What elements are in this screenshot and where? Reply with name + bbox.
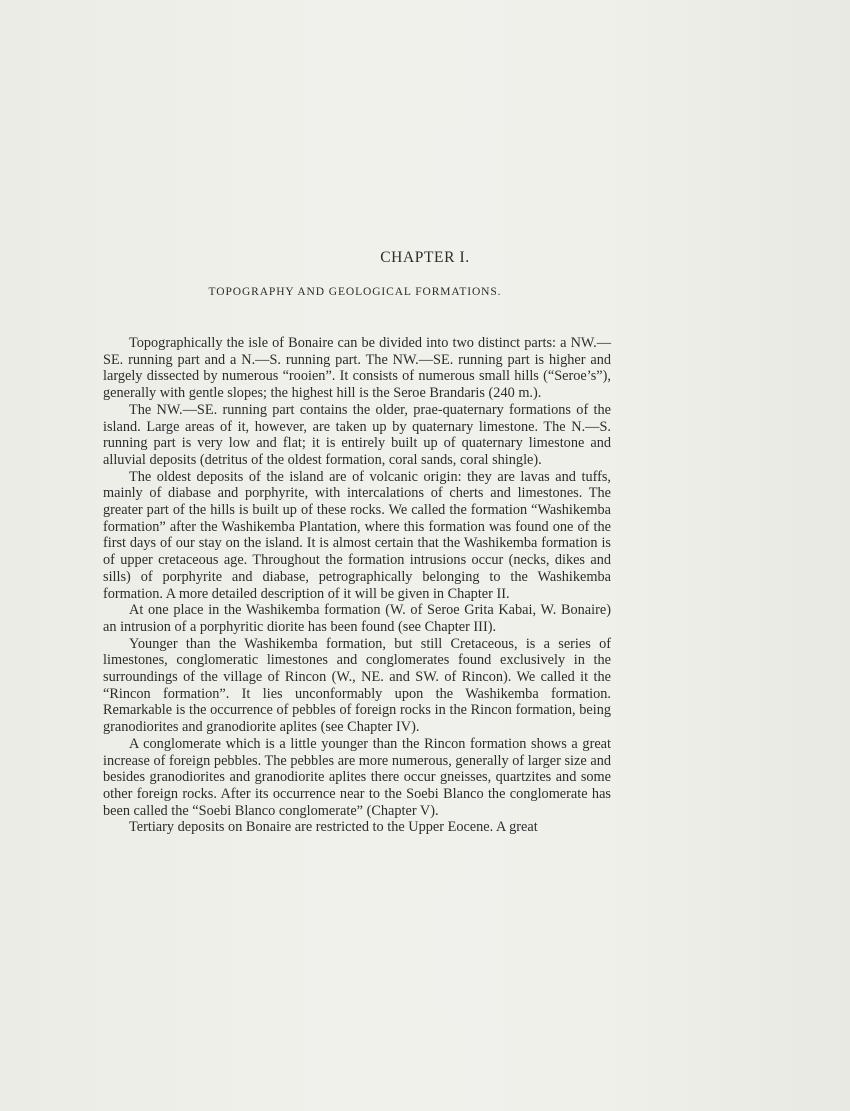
chapter-subtitle: TOPOGRAPHY AND GEOLOGICAL FORMATIONS.: [208, 286, 502, 298]
paragraph-tertiary-deposits: Tertiary deposits on Bonaire are restricted to the Upper Eocene. A great: [129, 819, 538, 836]
paragraph-washikemba-formation: The oldest deposits of the island are of volcanic origin: they are lavas and tuffs, mainly of diabase and porphyrite, with intercalations of cherts and limestones. The greater part of the hills is built up of these rocks. We called the formation “Washikemba formation” after the Washikemba Plantation, where this formation was found one of the first days of our stay on the island. It is almost certain that the Washikemba formation is of upper cretaceous age. Throughout the formation intrusions occur (necks, dikes and sills) of porphyrite and diabase, petrographically belonging to the Washikemba formation. A more detailed description of it will be given in Chapter II.: [103, 468, 611, 602]
paragraph-diorite-intrusion: At one place in the Washikemba formation (W. of Seroe Grita Kabai, W. Bonaire) an intrusion of a porphyritic diorite has been found (see Chapter III).: [103, 602, 611, 635]
paragraph-rincon-formation: Younger than the Washikemba formation, but still Cretaceous, is a series of limestones, conglomeratic limestones and conglomerates found exclusively in the surroundings of the village of Rincon (W., NE. and SW. of Rincon). We called it the “Rincon formation”. It lies unconformably upon the Washikemba formation. Remarkable is the occurrence of pebbles of foreign rocks in the Rincon formation, being granodiorites and granodiorite aplites (see Chapter IV).: [103, 635, 611, 736]
paragraph-topography: Topographically the isle of Bonaire can be divided into two distinct parts: a NW.—SE. running part and a N.—S. running part. The NW.—SE. running part is higher and largely dissected by numerous “rooien”. It consists of numerous small hills (“Seroe’s”), generally with gentle slopes; the highest hill is the Seroe Brandaris (240 m.).: [103, 335, 611, 402]
chapter-title: CHAPTER I.: [380, 249, 470, 266]
paragraph-nw-se-part: The NW.—SE. running part contains the older, prae-quaternary formations of the island. Large areas of it, however, are taken up by quaternary limestone. The N.—S. running part is very low and flat; it is entirely built up of quaternary limestone and alluvial deposits (detritus of the oldest formation, coral sands, coral shingle).: [103, 401, 611, 468]
paragraph-soebi-blanco-conglomerate: A conglomerate which is a little younger than the Rincon formation shows a great increase of foreign pebbles. The pebbles are more numerous, generally of larger size and besides granodiorites and granodiorite aplites there occur gneisses, quartzites and some other foreign rocks. After its occurrence near to the Soebi Blanco the conglomerate has been called the “Soebi Blanco conglomerate” (Chapter V).: [103, 735, 611, 819]
chapter-body: [103, 335, 611, 836]
